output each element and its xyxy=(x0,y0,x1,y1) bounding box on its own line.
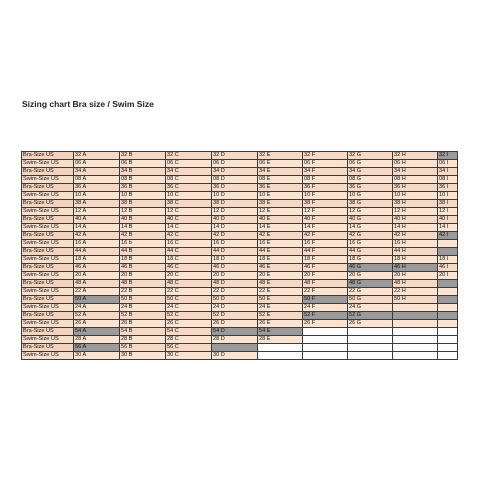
size-cell: 08 F xyxy=(303,176,348,184)
size-cell xyxy=(438,312,458,320)
size-cell: 38 A xyxy=(74,200,120,208)
size-cell: 22 F xyxy=(303,288,348,296)
row-label: Bra-Size US xyxy=(22,216,74,224)
size-cell: 10 A xyxy=(74,192,120,200)
size-cell xyxy=(393,328,438,336)
size-cell: 46 G xyxy=(348,264,393,272)
size-cell: 14 A xyxy=(74,224,120,232)
chart-title: Sizing chart Bra size / Swim Size xyxy=(22,99,154,109)
size-cell: 44 D xyxy=(212,248,258,256)
size-cell: 46 C xyxy=(166,264,212,272)
size-cell xyxy=(303,328,348,336)
table-row xyxy=(22,248,458,256)
table-row xyxy=(22,152,458,160)
row-label: Swim-Size US xyxy=(22,336,74,344)
size-cell xyxy=(438,352,458,360)
size-cell: 06 D xyxy=(212,160,258,168)
size-cell: 48 B xyxy=(120,280,166,288)
table-row xyxy=(22,320,458,328)
size-cell: 34 C xyxy=(166,168,212,176)
size-cell xyxy=(258,352,303,360)
row-label: Bra-Size US xyxy=(22,184,74,192)
size-cell: 36 B xyxy=(120,184,166,192)
row-label: Bra-Size US xyxy=(22,232,74,240)
size-cell: 10 B xyxy=(120,192,166,200)
size-cell xyxy=(393,344,438,352)
size-cell: 50 G xyxy=(348,296,393,304)
size-cell: 18 F xyxy=(303,256,348,264)
size-cell: 42 E xyxy=(258,232,303,240)
table-row xyxy=(22,256,458,264)
size-cell: 08 H xyxy=(393,176,438,184)
size-cell: 10 H xyxy=(393,192,438,200)
size-cell: 36 G xyxy=(348,184,393,192)
size-cell: 14 D xyxy=(212,224,258,232)
table-row xyxy=(22,168,458,176)
size-cell: 32 G xyxy=(348,152,393,160)
size-cell: 34 E xyxy=(258,168,303,176)
size-cell: 22 A xyxy=(74,288,120,296)
row-label: Bra-Size US xyxy=(22,296,74,304)
size-cell: 36 D xyxy=(212,184,258,192)
table-row xyxy=(22,232,458,240)
size-cell: 48 F xyxy=(303,280,348,288)
row-label: Bra-Size US xyxy=(22,248,74,256)
table-row xyxy=(22,264,458,272)
size-cell: 30 D xyxy=(212,352,258,360)
size-cell: 18 A xyxy=(74,256,120,264)
table-row xyxy=(22,216,458,224)
size-cell xyxy=(303,336,348,344)
size-cell: 18 I xyxy=(438,256,458,264)
size-cell: 12 D xyxy=(212,208,258,216)
size-cell: 10 E xyxy=(258,192,303,200)
size-cell: 12 F xyxy=(303,208,348,216)
size-cell: 32 F xyxy=(303,152,348,160)
size-cell: 30 A xyxy=(74,352,120,360)
size-cell: 06 F xyxy=(303,160,348,168)
size-cell: 32 B xyxy=(120,152,166,160)
size-cell: 16 H xyxy=(393,240,438,248)
size-cell: 14 H xyxy=(393,224,438,232)
size-cell: 48 G xyxy=(348,280,393,288)
row-label: Swim-Size US xyxy=(22,272,74,280)
size-cell xyxy=(438,328,458,336)
size-cell: 52 E xyxy=(258,312,303,320)
size-cell xyxy=(438,304,458,312)
size-cell: 14 I xyxy=(438,224,458,232)
size-cell: 20 E xyxy=(258,272,303,280)
size-cell: 14 F xyxy=(303,224,348,232)
size-cell: 14 B xyxy=(120,224,166,232)
size-cell xyxy=(393,336,438,344)
size-cell: 12 B xyxy=(120,208,166,216)
size-cell: 28 B xyxy=(120,336,166,344)
size-cell: 42 H xyxy=(393,232,438,240)
size-cell: 10 G xyxy=(348,192,393,200)
size-cell: 36 I xyxy=(438,184,458,192)
table-row xyxy=(22,336,458,344)
size-cell: 44 C xyxy=(166,248,212,256)
size-cell: 52 D xyxy=(212,312,258,320)
size-cell: 20 I xyxy=(438,272,458,280)
table-row xyxy=(22,208,458,216)
size-cell: 32 H xyxy=(393,152,438,160)
size-cell: 46 H xyxy=(393,264,438,272)
size-cell: 50 F xyxy=(303,296,348,304)
row-label: Bra-Size US xyxy=(22,280,74,288)
size-cell: 14 C xyxy=(166,224,212,232)
size-cell xyxy=(348,328,393,336)
size-cell: 46 A xyxy=(74,264,120,272)
size-cell: 08 G xyxy=(348,176,393,184)
size-cell: 16 G xyxy=(348,240,393,248)
size-cell: 44 H xyxy=(393,248,438,256)
size-cell: 18 H xyxy=(393,256,438,264)
size-cell: 52 B xyxy=(120,312,166,320)
size-cell: 44 F xyxy=(303,248,348,256)
size-cell: 06 B xyxy=(120,160,166,168)
size-cell: 42 C xyxy=(166,232,212,240)
size-cell: 16 C xyxy=(166,240,212,248)
size-cell: 42 G xyxy=(348,232,393,240)
size-cell: 20 A xyxy=(74,272,120,280)
size-cell xyxy=(212,344,258,352)
row-label: Swim-Size US xyxy=(22,192,74,200)
size-cell: 36 F xyxy=(303,184,348,192)
row-label: Swim-Size US xyxy=(22,240,74,248)
size-cell: 50 D xyxy=(212,296,258,304)
size-cell: 28 D xyxy=(212,336,258,344)
size-cell: 20 C xyxy=(166,272,212,280)
size-cell: 40 H xyxy=(393,216,438,224)
size-cell: 18 E xyxy=(258,256,303,264)
table-row xyxy=(22,304,458,312)
size-cell: 22 C xyxy=(166,288,212,296)
size-cell: 42 A xyxy=(74,232,120,240)
size-cell: 36 C xyxy=(166,184,212,192)
size-cell: 22 G xyxy=(348,288,393,296)
size-cell: 22 H xyxy=(393,288,438,296)
size-cell: 54 D xyxy=(212,328,258,336)
size-cell: 26 E xyxy=(258,320,303,328)
size-cell: 40 G xyxy=(348,216,393,224)
size-cell: 12 A xyxy=(74,208,120,216)
table-row xyxy=(22,296,458,304)
size-cell: 32 C xyxy=(166,152,212,160)
table-row xyxy=(22,200,458,208)
size-cell: 48 E xyxy=(258,280,303,288)
size-cell: 52 F xyxy=(303,312,348,320)
sizing-table-body xyxy=(22,152,458,360)
size-cell: 10 F xyxy=(303,192,348,200)
size-cell: 50 C xyxy=(166,296,212,304)
size-cell: 40 D xyxy=(212,216,258,224)
size-cell: 40 A xyxy=(74,216,120,224)
row-label: Bra-Size US xyxy=(22,168,74,176)
size-cell: 38 C xyxy=(166,200,212,208)
size-cell: 52 A xyxy=(74,312,120,320)
size-cell: 06 E xyxy=(258,160,303,168)
size-cell: 36 E xyxy=(258,184,303,192)
size-cell: 40 I xyxy=(438,216,458,224)
size-cell xyxy=(438,336,458,344)
size-cell: 56 A xyxy=(74,344,120,352)
size-cell: 46 E xyxy=(258,264,303,272)
table-row xyxy=(22,184,458,192)
size-cell: 08 E xyxy=(258,176,303,184)
size-cell: 16 b xyxy=(120,240,166,248)
size-cell: 38 E xyxy=(258,200,303,208)
size-cell: 16 E xyxy=(258,240,303,248)
size-cell: 40 F xyxy=(303,216,348,224)
row-label: Swim-Size US xyxy=(22,288,74,296)
row-label: Swim-Size US xyxy=(22,208,74,216)
table-row xyxy=(22,280,458,288)
size-cell: 54 B xyxy=(120,328,166,336)
size-cell: 36 H xyxy=(393,184,438,192)
size-cell: 34 I xyxy=(438,168,458,176)
size-cell xyxy=(393,304,438,312)
size-cell: 30 C xyxy=(166,352,212,360)
table-row xyxy=(22,312,458,320)
size-cell: 16 F xyxy=(303,240,348,248)
size-cell: 46 B xyxy=(120,264,166,272)
size-cell: 12 C xyxy=(166,208,212,216)
size-cell xyxy=(438,320,458,328)
size-cell: 10 D xyxy=(212,192,258,200)
size-cell xyxy=(438,344,458,352)
size-cell: 08 A xyxy=(74,176,120,184)
size-cell: 34 H xyxy=(393,168,438,176)
size-cell: 42 I xyxy=(438,232,458,240)
size-cell: 48 D xyxy=(212,280,258,288)
size-cell: 46 F xyxy=(303,264,348,272)
size-cell: 24 B xyxy=(120,304,166,312)
size-cell: 24 E xyxy=(258,304,303,312)
size-cell: 28 C xyxy=(166,336,212,344)
row-label: Swim-Size US xyxy=(22,320,74,328)
size-cell: 32 I xyxy=(438,152,458,160)
size-cell: 48 H xyxy=(393,280,438,288)
row-label: Swim-Size US xyxy=(22,224,74,232)
size-cell: 48 C xyxy=(166,280,212,288)
size-cell: 18 B xyxy=(120,256,166,264)
size-cell xyxy=(393,352,438,360)
row-label: Bra-Size US xyxy=(22,344,74,352)
size-cell: 56 B xyxy=(120,344,166,352)
size-cell xyxy=(348,344,393,352)
size-cell: 38 B xyxy=(120,200,166,208)
size-cell: 54 A xyxy=(74,328,120,336)
size-cell: 12 H xyxy=(393,208,438,216)
table-row xyxy=(22,272,458,280)
size-cell: 32 E xyxy=(258,152,303,160)
table-row xyxy=(22,328,458,336)
size-cell: 42 D xyxy=(212,232,258,240)
row-label: Swim-Size US xyxy=(22,176,74,184)
size-cell xyxy=(438,296,458,304)
size-cell: 18 D xyxy=(212,256,258,264)
table-row xyxy=(22,160,458,168)
size-cell xyxy=(393,320,438,328)
size-cell: 40 B xyxy=(120,216,166,224)
row-label: Bra-Size US xyxy=(22,200,74,208)
size-cell: 52 C xyxy=(166,312,212,320)
size-cell: 22 E xyxy=(258,288,303,296)
size-cell: 42 F xyxy=(303,232,348,240)
size-cell: 38 H xyxy=(393,200,438,208)
size-cell: 26 G xyxy=(348,320,393,328)
size-cell: 26 F xyxy=(303,320,348,328)
size-cell: 08 D xyxy=(212,176,258,184)
size-cell: 24 G xyxy=(348,304,393,312)
size-cell: 20 G xyxy=(348,272,393,280)
size-cell: 44 A xyxy=(74,248,120,256)
size-cell: 28 A xyxy=(74,336,120,344)
size-cell: 32 D xyxy=(212,152,258,160)
size-cell: 26 B xyxy=(120,320,166,328)
row-label: Swim-Size US xyxy=(22,256,74,264)
table-row xyxy=(22,176,458,184)
size-cell xyxy=(303,352,348,360)
size-cell: 50 A xyxy=(74,296,120,304)
size-cell: 50 H xyxy=(393,296,438,304)
table-row xyxy=(22,240,458,248)
size-cell xyxy=(438,248,458,256)
size-cell: 34 F xyxy=(303,168,348,176)
sizing-table xyxy=(21,151,458,360)
size-cell: 24 A xyxy=(74,304,120,312)
size-cell xyxy=(303,344,348,352)
size-cell: 48 A xyxy=(74,280,120,288)
table-row xyxy=(22,288,458,296)
size-cell xyxy=(348,352,393,360)
size-cell: 46 I xyxy=(438,264,458,272)
size-cell: 38 G xyxy=(348,200,393,208)
row-label: Swim-Size US xyxy=(22,304,74,312)
row-label: Swim-Size US xyxy=(22,160,74,168)
size-cell: 40 C xyxy=(166,216,212,224)
row-label: Bra-Size US xyxy=(22,312,74,320)
size-cell: 38 I xyxy=(438,200,458,208)
size-cell: 54 E xyxy=(258,328,303,336)
size-cell: 06 H xyxy=(393,160,438,168)
size-cell: 06 C xyxy=(166,160,212,168)
size-cell: 56 C xyxy=(166,344,212,352)
size-cell: 24 F xyxy=(303,304,348,312)
size-cell: 26 D xyxy=(212,320,258,328)
size-cell xyxy=(258,344,303,352)
size-cell: 38 F xyxy=(303,200,348,208)
size-cell: 46 D xyxy=(212,264,258,272)
size-cell: 14 E xyxy=(258,224,303,232)
table-row xyxy=(22,352,458,360)
size-cell: 06 I xyxy=(438,160,458,168)
table-row xyxy=(22,192,458,200)
size-cell: 36 A xyxy=(74,184,120,192)
size-cell: 34 G xyxy=(348,168,393,176)
size-cell: 20 D xyxy=(212,272,258,280)
size-cell: 34 D xyxy=(212,168,258,176)
size-cell: 28 E xyxy=(258,336,303,344)
size-cell: 18 G xyxy=(348,256,393,264)
row-label: Bra-Size US xyxy=(22,264,74,272)
size-cell: 20 F xyxy=(303,272,348,280)
row-label: Bra-Size US xyxy=(22,328,74,336)
size-cell: 50 B xyxy=(120,296,166,304)
size-cell: 08 C xyxy=(166,176,212,184)
row-label: Bra-Size US xyxy=(22,152,74,160)
size-cell: 16 A xyxy=(74,240,120,248)
size-cell: 38 D xyxy=(212,200,258,208)
size-cell xyxy=(393,312,438,320)
size-cell: 24 C xyxy=(166,304,212,312)
table-row xyxy=(22,344,458,352)
size-cell: 10 I xyxy=(438,192,458,200)
size-cell: 06 A xyxy=(74,160,120,168)
size-cell: 44 G xyxy=(348,248,393,256)
size-cell: 34 A xyxy=(74,168,120,176)
size-cell xyxy=(438,288,458,296)
size-cell: 08 I xyxy=(438,176,458,184)
size-cell: 16 D xyxy=(212,240,258,248)
size-cell: 40 E xyxy=(258,216,303,224)
size-cell: 22 B xyxy=(120,288,166,296)
size-cell: 12 I xyxy=(438,208,458,216)
size-cell xyxy=(438,240,458,248)
size-cell: 24 D xyxy=(212,304,258,312)
size-cell: 20 H xyxy=(393,272,438,280)
size-cell: 44 B xyxy=(120,248,166,256)
row-label: Swim-Size US xyxy=(22,352,74,360)
size-cell: 34 B xyxy=(120,168,166,176)
size-cell xyxy=(438,280,458,288)
table-row xyxy=(22,224,458,232)
size-cell: 44 E xyxy=(258,248,303,256)
size-cell: 18 C xyxy=(166,256,212,264)
size-cell: 26 C xyxy=(166,320,212,328)
size-cell: 22 D xyxy=(212,288,258,296)
size-cell: 14 G xyxy=(348,224,393,232)
size-cell: 06 G xyxy=(348,160,393,168)
size-cell: 32 A xyxy=(74,152,120,160)
size-cell: 42 B xyxy=(120,232,166,240)
size-cell: 52 G xyxy=(348,312,393,320)
size-cell: 12 E xyxy=(258,208,303,216)
size-cell: 20 B xyxy=(120,272,166,280)
size-cell xyxy=(348,336,393,344)
size-cell: 54 C xyxy=(166,328,212,336)
size-cell: 10 C xyxy=(166,192,212,200)
size-cell: 26 A xyxy=(74,320,120,328)
size-cell: 50 E xyxy=(258,296,303,304)
size-cell: 08 B xyxy=(120,176,166,184)
size-cell: 30 B xyxy=(120,352,166,360)
size-cell: 12 G xyxy=(348,208,393,216)
